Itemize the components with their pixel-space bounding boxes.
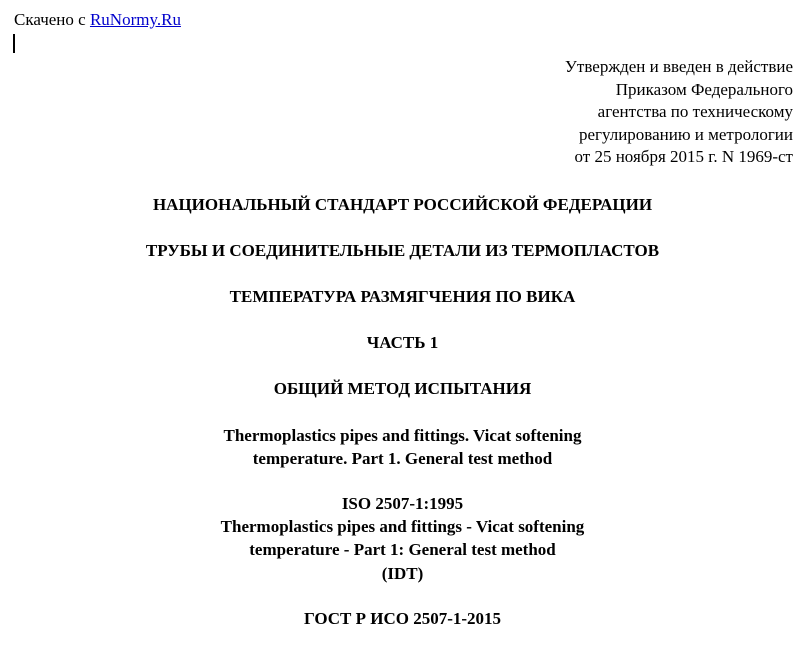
national-standard-heading: НАЦИОНАЛЬНЫЙ СТАНДАРТ РОССИЙСКОЙ ФЕДЕРАЦИИ (152, 195, 653, 214)
text-cursor (13, 34, 15, 53)
approval-line: от 25 ноября 2015 г. N 1969-ст (574, 147, 793, 166)
source-line (14, 9, 181, 31)
iso-number: ISO 2507-1:1995 (341, 494, 464, 513)
source-prefix: Скачено с (14, 10, 86, 29)
approval-block (565, 56, 793, 169)
approval-line: Приказом Федерального (615, 79, 793, 99)
source-link[interactable]: RuNormy.Ru (89, 10, 181, 29)
equivalence-label: (IDT) (381, 564, 424, 583)
approval-line: агентства по техническому (597, 102, 793, 121)
standard-part-heading: ЧАСТЬ 1 (366, 333, 439, 352)
iso-title-line: temperature - Part 1: General test method (249, 540, 556, 559)
gost-number: ГОСТ Р ИСО 2507-1-2015 (303, 609, 502, 628)
english-title-line: temperature. Part 1. General test method (252, 449, 553, 468)
standard-topic-heading: ТЕМПЕРАТУРА РАЗМЯГЧЕНИЯ ПО ВИКА (229, 287, 576, 306)
approval-line: регулированию и метрологии (578, 124, 793, 144)
approval-line: Утвержден и введен в действие (564, 57, 793, 76)
iso-title-line: Thermoplastics pipes and fittings - Vicat softening (220, 517, 585, 536)
english-title-line: Thermoplastics pipes and fittings. Vicat softening (223, 426, 582, 445)
standard-method-heading: ОБЩИЙ МЕТОД ИСПЫТАНИЯ (273, 379, 532, 398)
standard-subject-heading: ТРУБЫ И СОЕДИНИТЕЛЬНЫЕ ДЕТАЛИ ИЗ ТЕРМОПЛАСТОВ (145, 241, 660, 260)
